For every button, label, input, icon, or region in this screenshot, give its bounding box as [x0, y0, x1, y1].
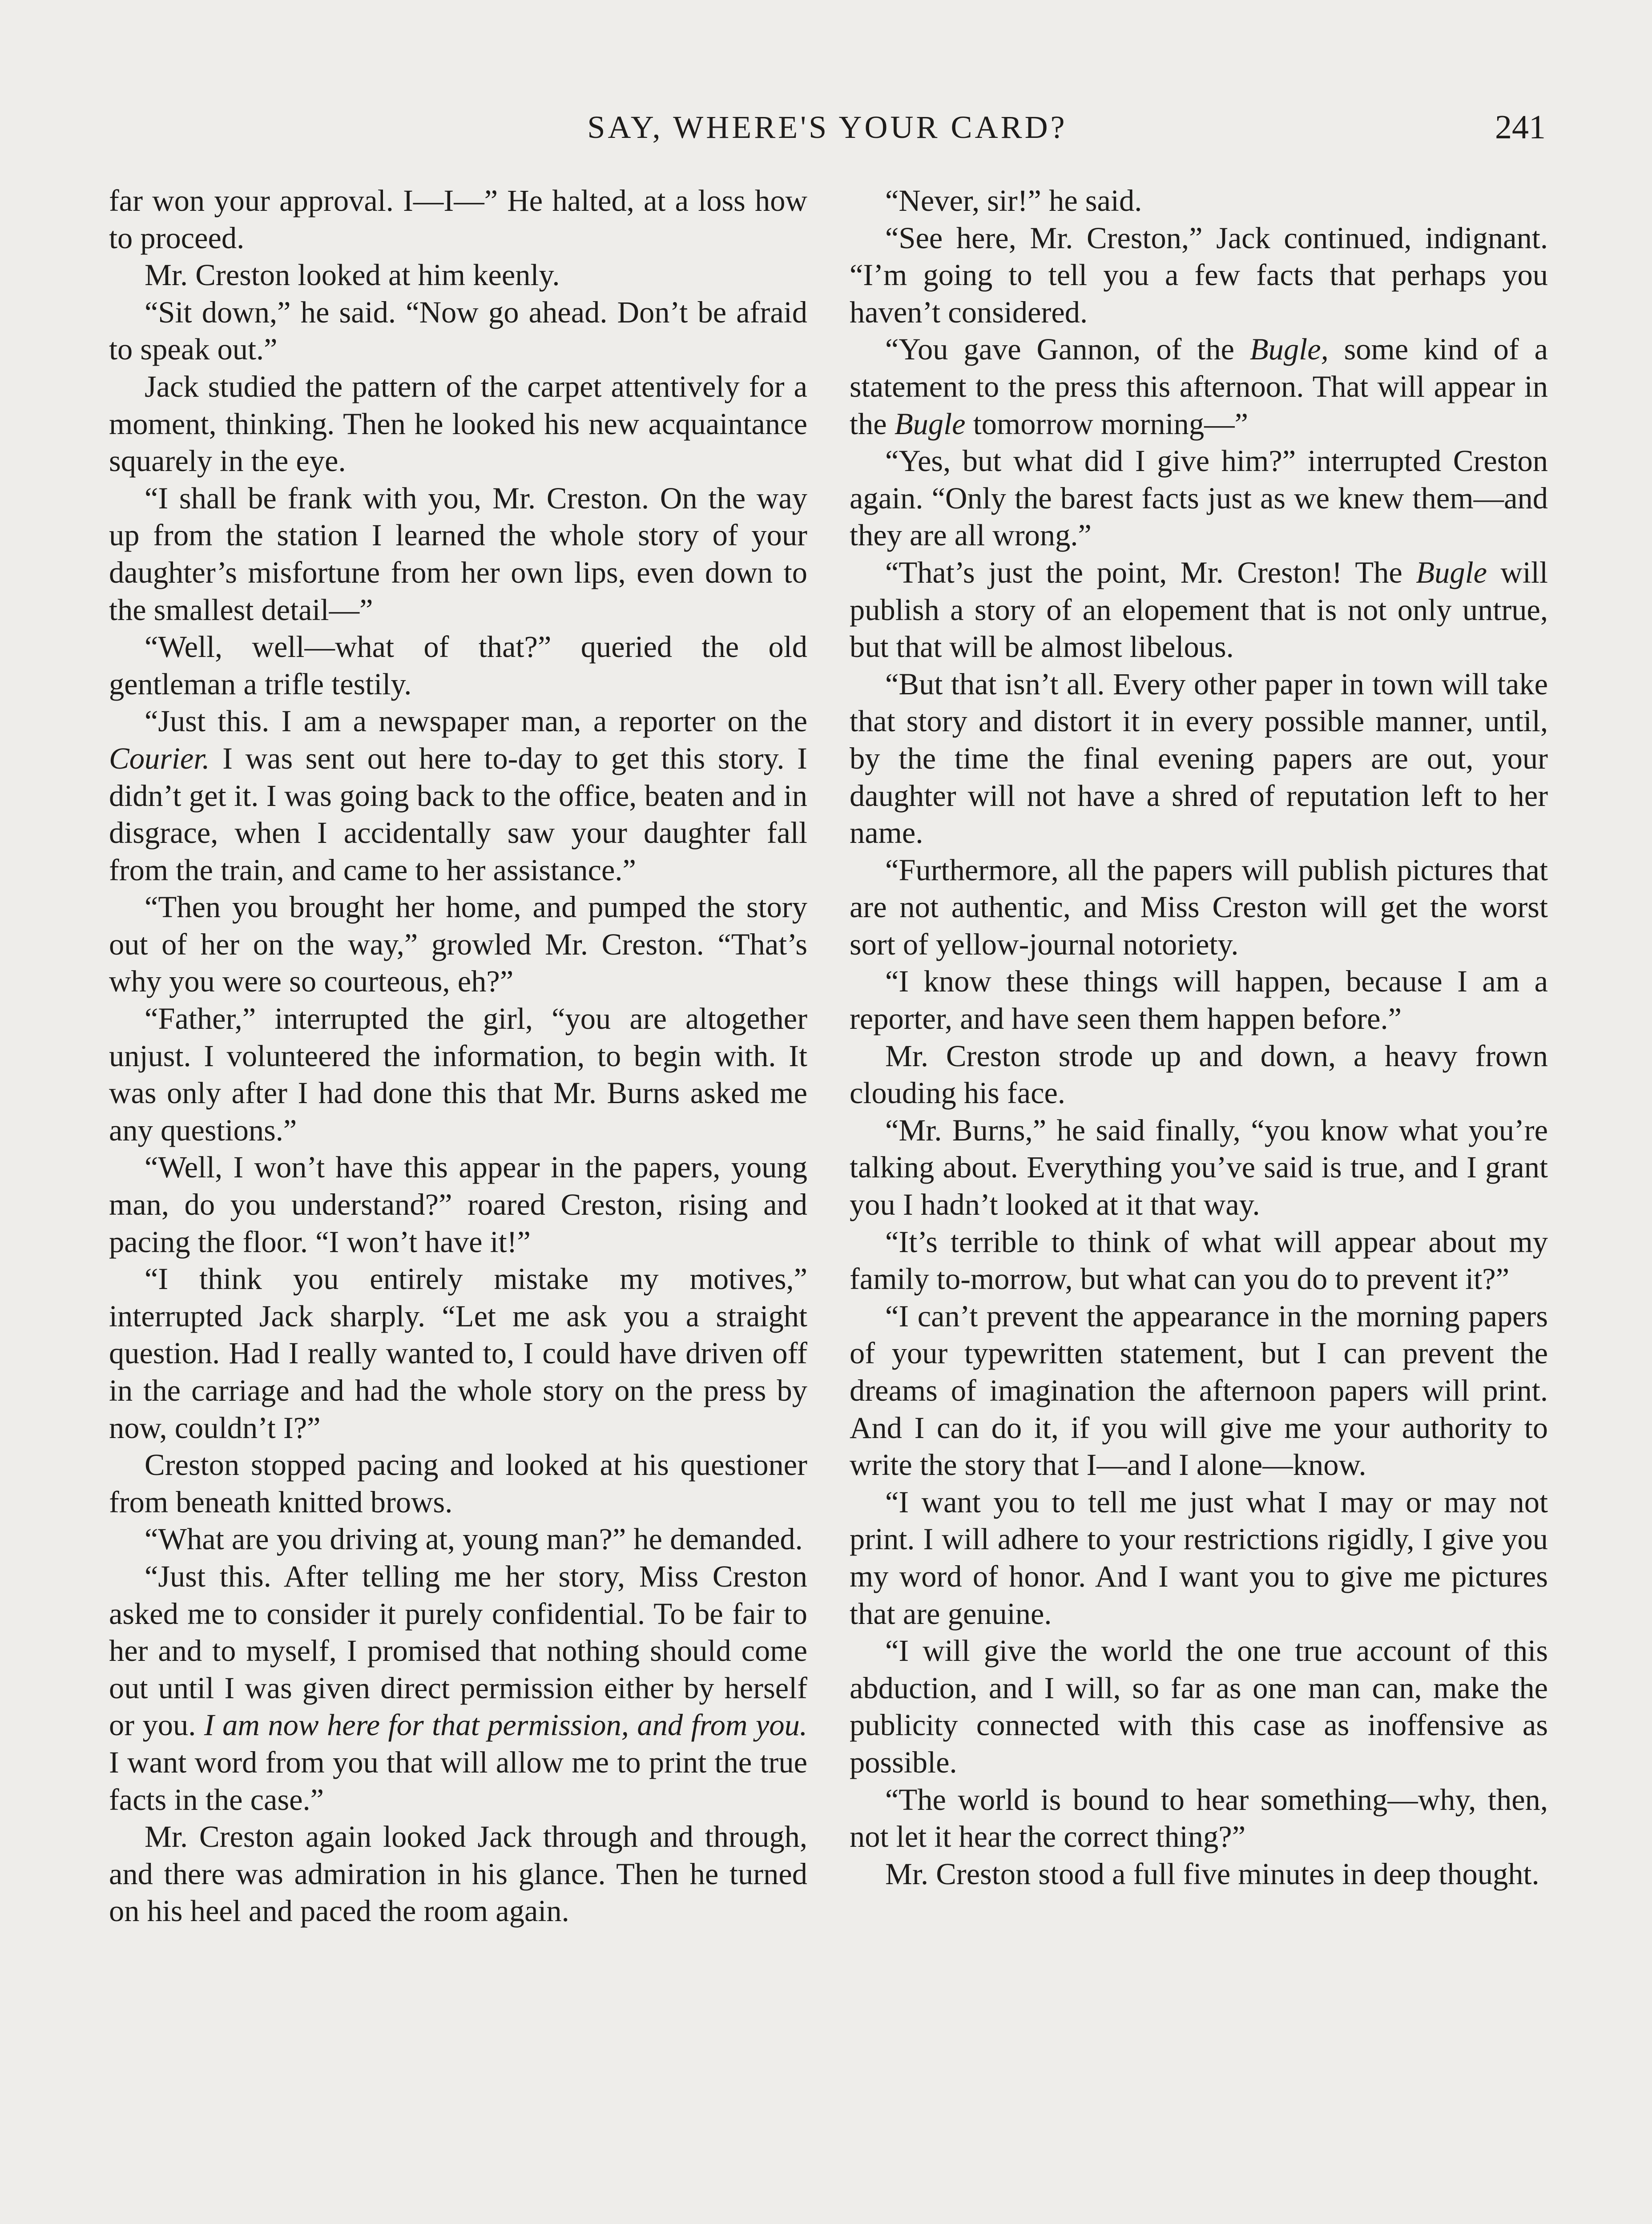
paragraph	[109, 1818, 807, 1930]
text-run: “Then you brought her home, and pumped the story out of her on the way,” growled Mr. Creston. “That’s why you were so courteous, eh?”	[109, 890, 807, 999]
italic-text: Courier.	[109, 741, 210, 775]
text-run: “Well, I won’t have this appear in the papers, young man, do you understand?” roared Creston, rising and pacing the floor. “I won’t have it!”	[109, 1150, 807, 1259]
text-run: “I shall be frank with you, Mr. Creston. On the way up from the station I learned the whole story of your daughter’s misfortune from her own lips, even down to the smallest detail—”	[109, 481, 807, 627]
text-run: “I will give the world the one true account of this abduction, and I will, so far as one man can, make the publicity connected with this case as inoffensive as possible.	[850, 1634, 1548, 1779]
paragraph	[109, 889, 807, 1000]
running-head: SAY, WHERE'S YOUR CARD?	[587, 109, 1068, 145]
paragraph	[850, 1112, 1548, 1224]
text-run: “It’s terrible to think of what will appear about my family to-morrow, but what can you do to prevent it?”	[850, 1225, 1548, 1296]
paragraph	[109, 629, 807, 703]
text-run: “Never, sir!” he said.	[885, 184, 1142, 218]
text-run: “See here, Mr. Creston,” Jack continued, indignant. “I’m going to tell you a few facts that perhaps you haven’t considered.	[850, 221, 1548, 329]
paragraph	[850, 220, 1548, 331]
paragraph	[109, 368, 807, 480]
paragraph	[850, 1038, 1548, 1112]
text-run: “Father,” interrupted the girl, “you are altogether unjust. I volunteered the information, to begin with. It was only after I had done this that Mr. Burns asked me any questions.”	[109, 1002, 807, 1147]
page-number: 241	[1495, 109, 1546, 146]
text-run: tomorrow morning—”	[965, 407, 1249, 441]
paragraph	[109, 294, 807, 368]
paragraph	[850, 1224, 1548, 1298]
paragraph	[109, 1149, 807, 1261]
text-run: “Just this. After telling me her story, Miss Creston asked me to consider it purely confidential. To be fair to her and to myself, I promised that nothing should come out until I was given direct permission either by herself or you.	[109, 1559, 807, 1742]
italic-text: Bugle,	[1249, 332, 1329, 367]
page-header	[109, 101, 1546, 154]
text-run: Mr. Creston looked at him keenly.	[145, 258, 560, 292]
text-run: I want word from you that will allow me to print the true facts in the case.”	[109, 1745, 807, 1817]
text-run: far won your approval. I—I—” He halted, at a loss how to proceed.	[109, 184, 807, 255]
paragraph	[850, 554, 1548, 666]
paragraph	[850, 1298, 1548, 1484]
right-column	[850, 182, 1548, 1893]
paragraph	[109, 1000, 807, 1149]
paragraph	[109, 480, 807, 629]
paragraph	[850, 1484, 1548, 1632]
paragraph	[850, 331, 1548, 443]
paragraph	[109, 1521, 807, 1558]
text-run: “The world is bound to hear something—why, then, not let it hear the correct thing?”	[850, 1782, 1548, 1854]
paragraph	[850, 666, 1548, 852]
text-run: “But that isn’t all. Every other paper in town will take that story and distort it in every possible manner, until, by the time the final evening papers are out, your daughter will not have a shred of reputation left to her name.	[850, 667, 1548, 850]
paragraph	[850, 1632, 1548, 1781]
text-run: Mr. Creston stood a full five minutes in deep thought.	[885, 1857, 1539, 1891]
text-run: “Well, well—what of that?” queried the old gentleman a trifle testily.	[109, 630, 807, 701]
text-run: “Yes, but what did I give him?” interrupted Creston again. “Only the barest facts just as we knew them—and they are all wrong.”	[850, 444, 1548, 552]
text-run: “I want you to tell me just what I may or may not print. I will adhere to your restrictions rigidly, I give you my word of honor. And I want you to give me pictures that are genuine.	[850, 1485, 1548, 1631]
text-run: Jack studied the pattern of the carpet attentively for a moment, thinking. Then he looked his new acquaintance squarely in the eye.	[109, 369, 807, 478]
paragraph	[850, 182, 1548, 220]
paragraph	[850, 1781, 1548, 1856]
paragraph	[109, 1446, 807, 1521]
paragraph	[109, 257, 807, 294]
italic-text: I am now here for that permission, and from you.	[204, 1708, 807, 1742]
paragraph	[850, 443, 1548, 554]
paragraph	[109, 703, 807, 889]
text-run: “I can’t prevent the appearance in the morning papers of your typewritten statement, but I can prevent the dreams of imagination the afternoon papers will print. And I can do it, if you will give me your authority to write the story that I—and I alone—know.	[850, 1299, 1548, 1482]
text-run: some kind of a statement to the press this afternoon. That will appear in the	[850, 332, 1548, 441]
left-column	[109, 182, 807, 1930]
text-run: “I know these things will happen, because I am a reporter, and have seen them happen before.”	[850, 964, 1548, 1036]
text-run: “That’s just the point, Mr. Creston! The	[885, 555, 1416, 589]
paragraph	[109, 1261, 807, 1446]
text-run: Mr. Creston again looked Jack through and through, and there was admiration in his glance. Then he turned on his heel and paced the room again.	[109, 1820, 807, 1928]
italic-text: Bugle	[894, 407, 966, 441]
paragraph	[109, 1558, 807, 1818]
text-run: “You gave Gannon, of the	[885, 332, 1250, 367]
paragraph	[850, 1856, 1548, 1893]
text-run: Creston stopped pacing and looked at his questioner from beneath knitted brows.	[109, 1448, 807, 1519]
text-run: “I think you entirely mistake my motives,” interrupted Jack sharply. “Let me ask you a straight question. Had I really wanted to, I could have driven off in the carriage and had the whole story on the press by now, couldn’t I?”	[109, 1262, 807, 1445]
text-run: I was sent out here to-day to get this story. I didn’t get it. I was going back to the office, beaten and in disgrace, when I accidentally saw your daughter fall from the train, and came to her assistance.”	[109, 741, 807, 887]
text-run: “Furthermore, all the papers will publish pictures that are not authentic, and Miss Creston will get the worst sort of yellow-journal notoriety.	[850, 853, 1548, 961]
text-run: “Just this. I am a newspaper man, a reporter on the	[145, 704, 807, 738]
text-run: “Sit down,” he said. “Now go ahead. Don’t be afraid to speak out.”	[109, 295, 807, 367]
italic-text: Bugle	[1416, 555, 1487, 589]
text-run: Mr. Creston strode up and down, a heavy frown clouding his face.	[850, 1039, 1548, 1110]
text-run: will publish a story of an elopement that is not only untrue, but that will be almost libelous.	[850, 555, 1548, 664]
text-run: “Mr. Burns,” he said finally, “you know what you’re talking about. Everything you’ve said is true, and I grant you I hadn’t looked at it that way.	[850, 1113, 1548, 1222]
paragraph	[850, 852, 1548, 963]
paragraph	[109, 182, 807, 257]
text-run: “What are you driving at, young man?” he demanded.	[145, 1522, 803, 1556]
paragraph	[850, 963, 1548, 1037]
